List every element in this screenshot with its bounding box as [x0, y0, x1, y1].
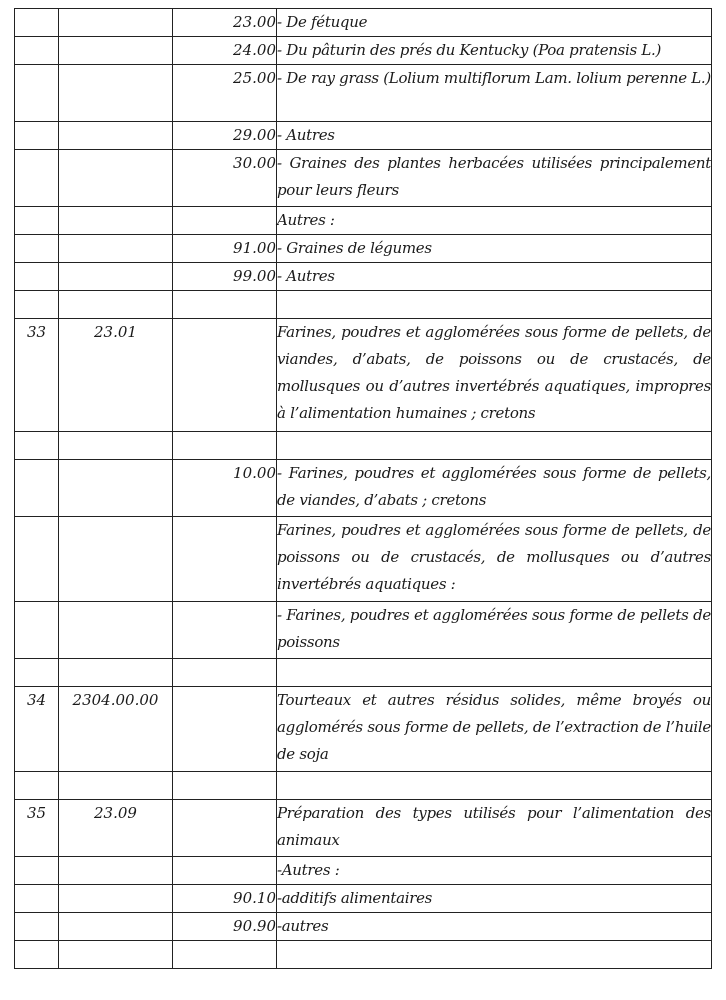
description-cell: - Farines, poudres et agglomérées sous forme de pellets de poissons	[277, 602, 712, 659]
heading-code-cell: 23.01	[59, 319, 173, 432]
description-cell: - De ray grass (Lolium multiflorum Lam. lolium perenne L.)	[277, 65, 712, 122]
heading-code-cell	[59, 460, 173, 517]
description-cell	[277, 659, 712, 687]
table-row	[15, 150, 712, 207]
description-cell	[277, 772, 712, 800]
heading-code-cell	[59, 772, 173, 800]
table-row	[15, 263, 712, 291]
heading-code-cell	[59, 65, 173, 122]
subheading-code-cell: 25.00	[173, 65, 277, 122]
heading-code-cell	[59, 659, 173, 687]
description-cell: - Autres	[277, 263, 712, 291]
heading-code-cell	[59, 150, 173, 207]
description-cell: -autres	[277, 913, 712, 941]
description-cell	[277, 432, 712, 460]
row-number-cell	[15, 37, 59, 65]
row-number-cell	[15, 602, 59, 659]
description-cell: Autres :	[277, 207, 712, 235]
subheading-code-cell	[173, 772, 277, 800]
description-cell: -additifs alimentaires	[277, 885, 712, 913]
row-number-cell	[15, 263, 59, 291]
row-number-cell	[15, 913, 59, 941]
blank-row	[15, 659, 712, 687]
description-cell	[277, 941, 712, 969]
row-number-cell	[15, 517, 59, 602]
table-row	[15, 800, 712, 857]
subheading-code-cell: 29.00	[173, 122, 277, 150]
row-number-cell	[15, 122, 59, 150]
subheading-code-cell	[173, 517, 277, 602]
row-number-cell	[15, 857, 59, 885]
subheading-code-cell: 23.00	[173, 9, 277, 37]
subheading-code-cell: 30.00	[173, 150, 277, 207]
blank-row	[15, 291, 712, 319]
heading-code-cell	[59, 432, 173, 460]
blank-row	[15, 432, 712, 460]
tariff-table	[14, 8, 712, 969]
table-row	[15, 37, 712, 65]
description-cell: Farines, poudres et agglomérées sous forme de pellets, de viandes, d’abats, de poissons ou de crustacés, de mollusques ou d’autres invertébrés aquatiques, impropres à l’alimentation humaines ; cretons	[277, 319, 712, 432]
heading-code-cell	[59, 602, 173, 659]
heading-code-cell	[59, 263, 173, 291]
subheading-code-cell	[173, 291, 277, 319]
heading-code-cell	[59, 941, 173, 969]
description-cell: -Autres :	[277, 857, 712, 885]
tariff-body	[15, 9, 712, 969]
table-row	[15, 122, 712, 150]
table-row	[15, 885, 712, 913]
subheading-code-cell	[173, 602, 277, 659]
row-number-cell	[15, 432, 59, 460]
heading-code-cell	[59, 207, 173, 235]
blank-row	[15, 941, 712, 969]
row-number-cell	[15, 291, 59, 319]
subheading-code-cell	[173, 800, 277, 857]
table-row	[15, 687, 712, 772]
table-row	[15, 319, 712, 432]
table-row	[15, 9, 712, 37]
row-number-cell: 35	[15, 800, 59, 857]
subheading-code-cell	[173, 659, 277, 687]
description-cell: - Du pâturin des prés du Kentucky (Poa pratensis L.)	[277, 37, 712, 65]
table-row	[15, 913, 712, 941]
subheading-code-cell	[173, 941, 277, 969]
row-number-cell	[15, 885, 59, 913]
row-number-cell	[15, 150, 59, 207]
heading-code-cell	[59, 37, 173, 65]
table-row	[15, 207, 712, 235]
heading-code-cell	[59, 9, 173, 37]
row-number-cell	[15, 772, 59, 800]
heading-code-cell	[59, 913, 173, 941]
row-number-cell	[15, 659, 59, 687]
row-number-cell: 33	[15, 319, 59, 432]
description-cell	[277, 291, 712, 319]
row-number-cell	[15, 9, 59, 37]
heading-code-cell	[59, 235, 173, 263]
description-cell: - Graines des plantes herbacées utilisées principalement pour leurs fleurs	[277, 150, 712, 207]
table-row	[15, 602, 712, 659]
subheading-code-cell	[173, 319, 277, 432]
row-number-cell	[15, 235, 59, 263]
table-row	[15, 857, 712, 885]
subheading-code-cell: 99.00	[173, 263, 277, 291]
heading-code-cell	[59, 517, 173, 602]
heading-code-cell	[59, 291, 173, 319]
table-row	[15, 460, 712, 517]
table-row	[15, 235, 712, 263]
description-cell: Préparation des types utilisés pour l’alimentation des animaux	[277, 800, 712, 857]
table-row	[15, 517, 712, 602]
description-cell: - De fétuque	[277, 9, 712, 37]
subheading-code-cell	[173, 432, 277, 460]
table-row	[15, 65, 712, 122]
heading-code-cell	[59, 857, 173, 885]
heading-code-cell	[59, 122, 173, 150]
subheading-code-cell: 90.10	[173, 885, 277, 913]
subheading-code-cell	[173, 207, 277, 235]
subheading-code-cell: 10.00	[173, 460, 277, 517]
description-cell: - Farines, poudres et agglomérées sous forme de pellets, de viandes, d’abats ; cretons	[277, 460, 712, 517]
description-cell: Tourteaux et autres résidus solides, même broyés ou agglomérés sous forme de pellets, de l’extraction de l’huile de soja	[277, 687, 712, 772]
description-cell: Farines, poudres et agglomérées sous forme de pellets, de poissons ou de crustacés, de mollusques ou d’autres invertébrés aquatiques :	[277, 517, 712, 602]
subheading-code-cell: 91.00	[173, 235, 277, 263]
row-number-cell	[15, 460, 59, 517]
row-number-cell	[15, 207, 59, 235]
blank-row	[15, 772, 712, 800]
row-number-cell	[15, 65, 59, 122]
subheading-code-cell	[173, 687, 277, 772]
subheading-code-cell	[173, 857, 277, 885]
heading-code-cell	[59, 885, 173, 913]
description-cell: - Graines de légumes	[277, 235, 712, 263]
row-number-cell	[15, 941, 59, 969]
subheading-code-cell: 24.00	[173, 37, 277, 65]
subheading-code-cell: 90.90	[173, 913, 277, 941]
description-cell: - Autres	[277, 122, 712, 150]
heading-code-cell: 2304.00.00	[59, 687, 173, 772]
row-number-cell: 34	[15, 687, 59, 772]
heading-code-cell: 23.09	[59, 800, 173, 857]
